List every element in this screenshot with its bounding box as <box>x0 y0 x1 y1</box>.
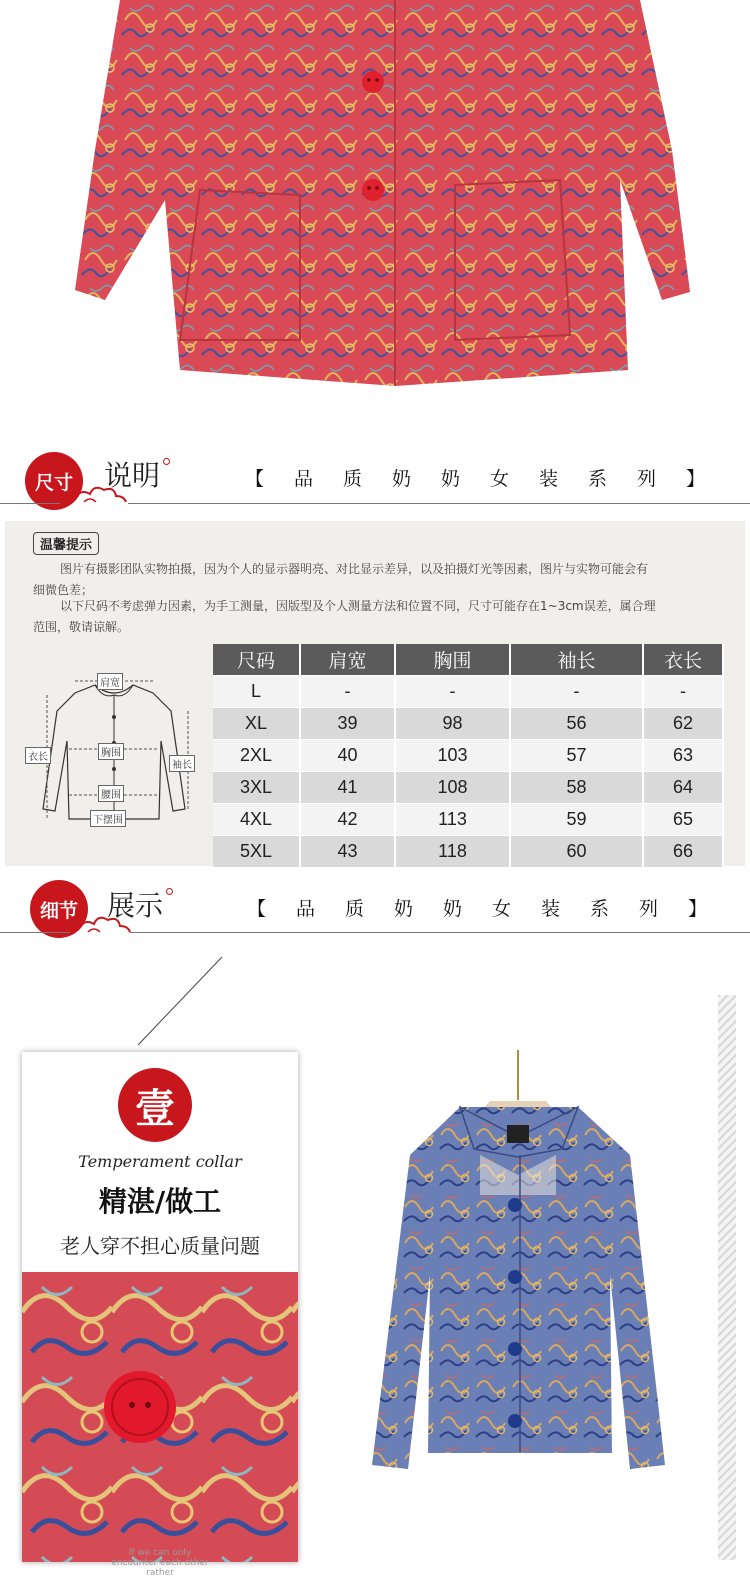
col-size: 尺码 <box>213 644 300 676</box>
cell: 43 <box>300 836 395 868</box>
col-length: 衣长 <box>643 644 723 676</box>
tip-line: 细微色差； <box>33 583 94 597</box>
tip-line: 图片有摄影团队实物拍摄，因为个人的显示器明亮、对比显示差异，以及拍摄灯光等因素，图片与实物可能会有 <box>60 562 649 576</box>
col-shoulder: 肩宽 <box>300 644 395 676</box>
cell: XL <box>213 708 300 740</box>
bottom-caption <box>100 1548 220 1578</box>
jacket-photo-top <box>0 0 750 420</box>
caption-line: If we can only <box>128 1548 192 1558</box>
table-row <box>213 676 723 708</box>
cell: 59 <box>510 804 643 836</box>
cell: - <box>395 676 510 708</box>
cell: - <box>300 676 395 708</box>
cell: 2XL <box>213 740 300 772</box>
detail-series-tagline: 【 品 质 奶 奶 女 装 系 列 】 <box>246 898 707 920</box>
size-section-header <box>0 440 750 510</box>
header-rule-left <box>0 503 60 504</box>
cell: 40 <box>300 740 395 772</box>
label-hem: 下摆围 <box>90 810 126 827</box>
detail-card <box>22 1052 298 1562</box>
cell: 3XL <box>213 772 300 804</box>
title-dot <box>163 458 170 465</box>
detail-section-title: 展示 <box>107 889 164 922</box>
craft-subtitle: 老人穿不担心质量问题 <box>60 1234 260 1258</box>
cell: 58 <box>510 772 643 804</box>
cell: 39 <box>300 708 395 740</box>
cell: 66 <box>643 836 723 868</box>
cell: 5XL <box>213 836 300 868</box>
header-rule-right <box>128 503 750 504</box>
size-section-title: 说明 <box>104 459 161 492</box>
cell: 4XL <box>213 804 300 836</box>
header-rule-right <box>130 932 750 933</box>
cell: 57 <box>510 740 643 772</box>
table-row <box>213 836 723 868</box>
col-chest: 胸围 <box>395 644 510 676</box>
table-row <box>213 708 723 740</box>
cell: 63 <box>643 740 723 772</box>
cell: 42 <box>300 804 395 836</box>
decorative-diagonal-line <box>130 955 230 1050</box>
size-table <box>213 644 724 867</box>
label-chest: 胸围 <box>98 743 124 760</box>
tip-line: 范围，敬请谅解。 <box>33 620 130 634</box>
cell: 62 <box>643 708 723 740</box>
cell: 118 <box>395 836 510 868</box>
number-seal: 壹 <box>118 1068 192 1142</box>
decorative-striped-bar <box>718 995 736 1560</box>
cell: - <box>510 676 643 708</box>
cell: 113 <box>395 804 510 836</box>
jacket-photo-detail <box>330 1045 710 1485</box>
tip-line: 以下尺码不考虑弹力因素，为手工测量，因版型及个人测量方法和位置不同，尺寸可能存在1~3cm误差，属合理 <box>60 599 656 613</box>
caption-line: encounter each other rather <box>111 1558 209 1578</box>
size-info-panel <box>5 521 745 866</box>
cell: 56 <box>510 708 643 740</box>
header-rule-left <box>0 932 70 933</box>
cell: 65 <box>643 804 723 836</box>
col-sleeve: 袖长 <box>510 644 643 676</box>
craft-title: 精湛/做工 <box>98 1185 222 1218</box>
fabric-closeup-photo <box>22 1272 298 1562</box>
size-table-header <box>213 644 723 676</box>
size-seal-label: 尺寸 <box>34 471 73 494</box>
size-series-tagline: 【 品 质 奶 奶 女 装 系 列 】 <box>244 468 705 490</box>
table-row <box>213 804 723 836</box>
table-row <box>213 772 723 804</box>
cell: 60 <box>510 836 643 868</box>
english-subtitle: Temperament collar <box>78 1152 242 1171</box>
cell: 64 <box>643 772 723 804</box>
tips-badge: 温馨提示 <box>33 532 99 555</box>
title-dot <box>166 888 173 895</box>
label-sleeve: 袖长 <box>169 755 195 772</box>
label-shoulder: 肩宽 <box>97 673 123 690</box>
cell: 98 <box>395 708 510 740</box>
table-row <box>213 740 723 772</box>
detail-seal-label: 细节 <box>39 899 78 922</box>
detail-section-header <box>0 870 750 940</box>
cell: 108 <box>395 772 510 804</box>
label-waist: 腰围 <box>98 785 124 802</box>
cell: 103 <box>395 740 510 772</box>
cell: 41 <box>300 772 395 804</box>
label-length: 衣长 <box>25 747 51 764</box>
cell: - <box>643 676 723 708</box>
cell: L <box>213 676 300 708</box>
